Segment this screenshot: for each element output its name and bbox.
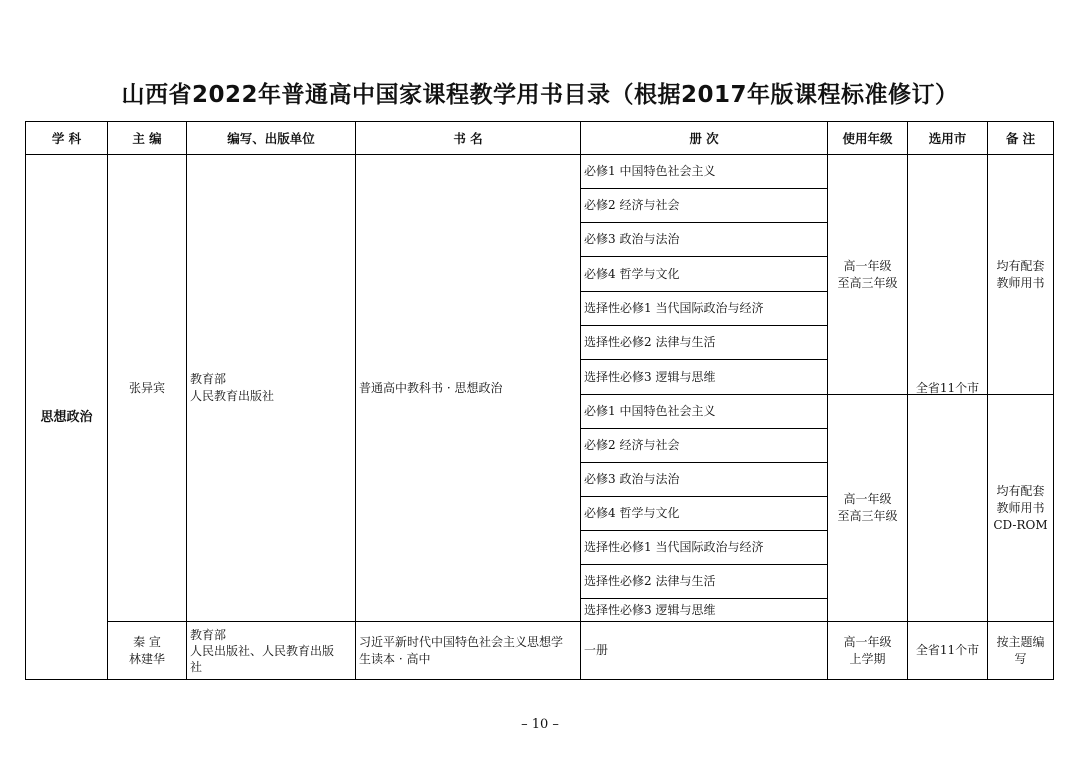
page-number: – 10 – — [521, 717, 559, 732]
volume-cell: 必修2 经济与社会 — [584, 438, 680, 452]
header-book: 书 名 — [453, 130, 483, 146]
group2-grade: 高一年级 上学期 — [843, 634, 892, 666]
header-publisher: 编写、出版单位 — [227, 130, 315, 146]
volume-cell: 选择性必修3 逻辑与思维 — [584, 369, 716, 384]
header-volume: 册 次 — [689, 130, 719, 146]
group2-note: 按主题编 写 — [996, 634, 1045, 666]
volume-cell: 选择性必修2 法律与生活 — [584, 574, 716, 588]
volume-cell: 必修2 经济与社会 — [584, 198, 680, 212]
group1-city: 全省11个市 — [915, 380, 980, 395]
volume-cell: 选择性必修1 当代国际政治与经济 — [584, 301, 764, 315]
volume-cell: 必修1 中国特色社会主义 — [584, 404, 716, 418]
volume-cell: 必修3 政治与法治 — [584, 232, 680, 246]
group2-publisher: 教育部 人民出版社、人民教育出版 社 — [190, 627, 335, 674]
volume-cell: 选择性必修1 当代国际政治与经济 — [584, 540, 764, 554]
group2-city: 全省11个市 — [915, 643, 980, 657]
group2-volume: 一册 — [584, 643, 609, 657]
group1-grade-a: 高一年级 至高三年级 — [837, 258, 898, 290]
group1-grade-b: 高一年级 至高三年级 — [837, 492, 898, 523]
volume-cell: 必修1 中国特色社会主义 — [584, 164, 716, 178]
volume-cell: 必修3 政治与法治 — [584, 472, 680, 486]
group1-note-b: 均有配套 教师用书 CD-ROM — [993, 483, 1048, 532]
page-title: 山西省2022年普通高中国家课程教学用书目录（根据2017年版课程标准修订） — [121, 82, 959, 108]
group1-editor: 张异宾 — [128, 380, 165, 395]
volume-cell: 选择性必修2 法律与生活 — [584, 335, 716, 349]
group2-book: 习近平新时代中国特色社会主义思想学 生读本 · 高中 — [359, 634, 564, 666]
table-bottom-border — [25, 679, 1054, 680]
header-grade: 使用年级 — [842, 130, 893, 146]
subject-cell: 思想政治 — [40, 409, 93, 425]
header-city: 选用市 — [928, 130, 967, 146]
volume-cell: 必修4 哲学与文化 — [584, 266, 680, 281]
table-right-border — [1053, 121, 1054, 680]
group1-note-a: 均有配套 教师用书 — [996, 258, 1045, 290]
header-subject: 学 科 — [51, 130, 82, 146]
group2-editor: 秦 宣 林建华 — [128, 634, 165, 666]
header-editor: 主 编 — [132, 130, 162, 146]
group1-publisher: 教育部 人民教育出版社 — [190, 372, 275, 403]
volume-cell: 必修4 哲学与文化 — [584, 506, 680, 520]
group1-book: 普通高中教科书 · 思想政治 — [359, 380, 503, 395]
header-note: 备 注 — [1005, 130, 1036, 146]
textbook-catalog-table — [25, 121, 1054, 680]
volume-cell: 选择性必修3 逻辑与思维 — [584, 602, 716, 617]
